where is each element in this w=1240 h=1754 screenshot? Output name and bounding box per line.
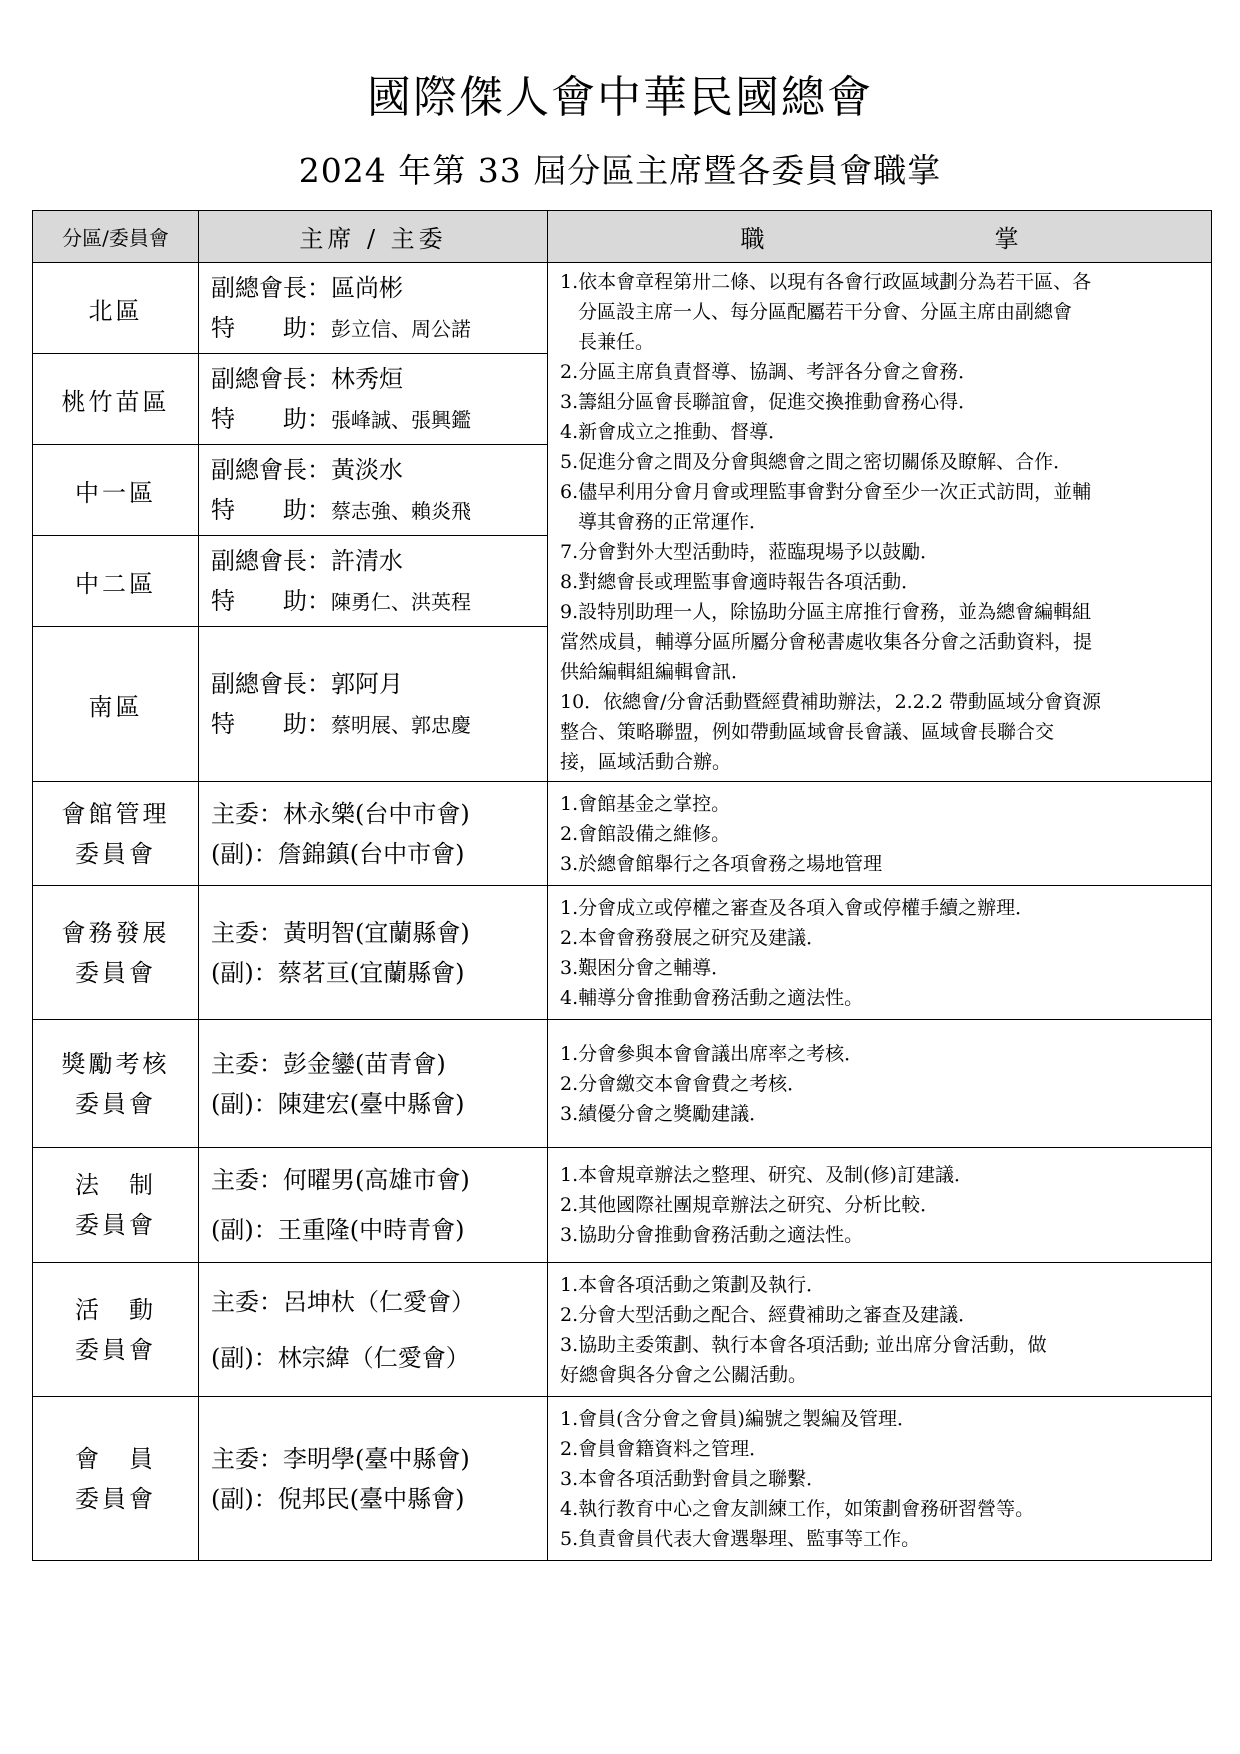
district-chair: 副總會長：林秀烜 特 助：張峰誠、張興鑑 [199,354,548,445]
committee-chair: 主委：彭金鑾(苗青會) (副)：陳建宏(臺中縣會) [199,1020,548,1148]
committee-name: 會館管理 委員會 [33,782,199,886]
table-header-row [33,211,1212,263]
district-chair: 副總會長：黃淡水 特 助：蔡志強、賴炎飛 [199,445,548,536]
committee-name: 法 制 委員會 [33,1148,199,1263]
table-row [33,1148,1212,1263]
page-subtitle: 2024 年第 33 屆分區主席暨各委員會職掌 [298,151,942,190]
committee-duties: 1.分會成立或停權之審查及各項入會或停權手續之辦理． 2.本會會務發展之研究及建議． 3.艱困分會之輔導． 4.輔導分會推動會務活動之適法性。 [548,886,1212,1020]
district-chair: 副總會長：許清水 特 助：陳勇仁、洪英程 [199,536,548,627]
table-row [33,1397,1212,1561]
committee-chair: 主委：黃明智(宜蘭縣會) (副)：蔡茗亘(宜蘭縣會) [199,886,548,1020]
district-name: 中二區 [33,536,199,627]
district-name: 中一區 [33,445,199,536]
district-chair: 副總會長：區尚彬 特 助：彭立信、周公諾 [199,263,548,354]
committee-duties: 1.本會規章辦法之整理、研究、及制(修)訂建議． 2.其他國際社團規章辦法之研究、分析比較． 3.協助分會推動會務活動之適法性。 [548,1148,1212,1263]
committee-chair: 主委：林永樂(台中市會) (副)：詹錦鎮(台中市會) [199,782,548,886]
committee-duties: 1.會員(含分會之會員)編號之製編及管理． 2.會員會籍資料之管理． 3.本會各項活動對會員之聯繫． 4.執行教育中心之會友訓練工作，如策劃會務研習營等。 5.負責會員代表大會選舉理、監事等工作。 [548,1397,1212,1561]
page-title: 國際傑人會中華民國總會 [367,72,873,123]
district-chair: 副總會長：郭阿月 特 助：蔡明展、郭忠慶 [199,627,548,782]
committee-name: 活 動 委員會 [33,1263,199,1397]
committee-duties: 1.會館基金之掌控。 2.會館設備之維修。 3.於總會館舉行之各項會務之場地管理 [548,782,1212,886]
committee-chair: 主委：何曜男(高雄市會) (副)：王重隆(中時青會) [199,1148,548,1263]
committee-duties: 1.本會各項活動之策劃及執行． 2.分會大型活動之配合、經費補助之審查及建議． 3.協助主委策劃、執行本會各項活動; 並出席分會活動，做 好總會與各分會之公關活動。 [548,1263,1212,1397]
header-duties: 職 掌 [548,211,1212,263]
table-row [33,782,1212,886]
district-name: 桃竹苗區 [33,354,199,445]
district-duties: 1.依本會章程第卅二條、以現有各會行政區域劃分為若干區、各 分區設主席一人、每分區配屬若干分會、分區主席由副總會 長兼任。 2.分區主席負責督導、協調、考評各分會之會務． 3.籌組分區會長聯誼會，促進交換推動會務心得． 4.新會成立之推動、督導． 5.促進分會之間及分會與總會之間之密切關係及瞭解、合作． 6.儘早利用分會月會或理監事會對分會至少一次正式訪問，並輔 導其會務的正常運作． 7.分會對外大型活動時，蒞臨現場予以鼓勵． 8.對總會長或理監事會適時報告各項活動． 9.設特別助理一人，除協助分區主席推行會務，並為總會編輯組 當然成員，輔導分區所屬分會秘書處收集各分會之活動資料，提 供給編輯組編輯會訊． 10．依總會/分會活動暨經費補助辦法，2.2.2 帶動區域分會資源 整合、策略聯盟，例如帶動區域會長會議、區域會長聯合交 接，區域活動合辦。 [548,263,1212,782]
committee-chair: 主委：李明學(臺中縣會) (副)：倪邦民(臺中縣會) [199,1397,548,1561]
table-row [33,1020,1212,1148]
header-chair: 主席 / 主委 [199,211,548,263]
committee-chair: 主委：呂坤杕（仁愛會） (副)：林宗緯（仁愛會） [199,1263,548,1397]
duties-table [32,210,1212,1561]
district-name: 北區 [33,263,199,354]
committee-name: 會 員 委員會 [33,1397,199,1561]
district-name: 南區 [33,627,199,782]
table-row [33,263,1212,354]
header-area: 分區/委員會 [33,211,199,263]
committee-name: 獎勵考核 委員會 [33,1020,199,1148]
table-row [33,1263,1212,1397]
committee-duties: 1.分會參與本會會議出席率之考核． 2.分會繳交本會會費之考核． 3.績優分會之獎勵建議． [548,1020,1212,1148]
table-row [33,886,1212,1020]
committee-name: 會務發展 委員會 [33,886,199,1020]
